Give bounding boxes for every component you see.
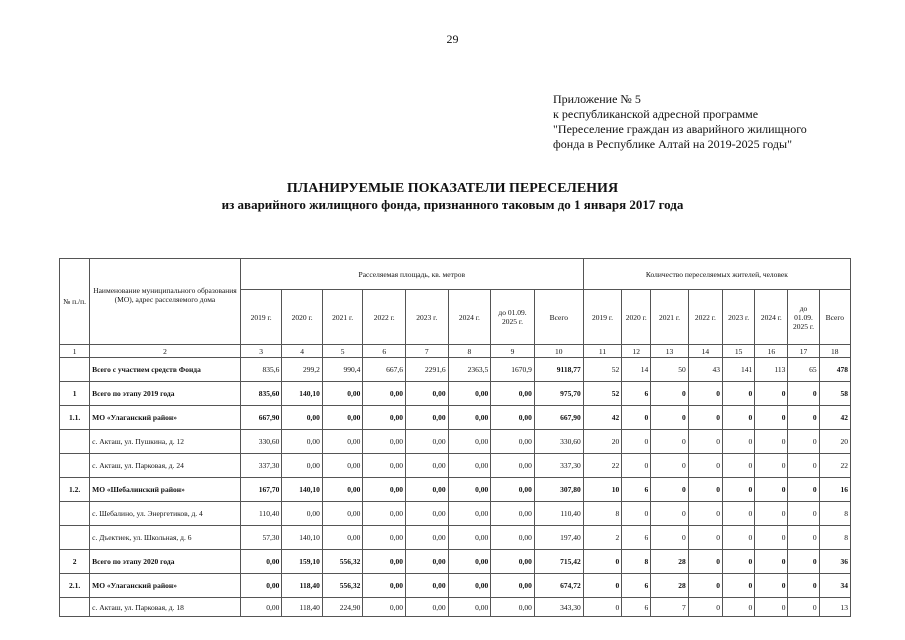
- people-cell: 0: [688, 574, 722, 598]
- column-number: 9: [491, 345, 535, 358]
- column-number: 10: [534, 345, 583, 358]
- area-cell: 0,00: [363, 550, 406, 574]
- area-cell: 556,32: [322, 574, 363, 598]
- people-cell: 65: [788, 358, 819, 382]
- people-cell: 0: [651, 502, 688, 526]
- area-cell: 0,00: [491, 550, 535, 574]
- area-cell: 990,4: [322, 358, 363, 382]
- column-number: 15: [722, 345, 754, 358]
- column-number: 17: [788, 345, 819, 358]
- people-cell: 0: [788, 574, 819, 598]
- area-cell: 0,00: [282, 454, 323, 478]
- header-area-col: 2024 г.: [448, 290, 491, 345]
- column-number: 16: [755, 345, 788, 358]
- people-cell: 0: [622, 430, 651, 454]
- area-cell: 110,40: [534, 502, 583, 526]
- area-cell: 0,00: [363, 478, 406, 502]
- column-number: 8: [448, 345, 491, 358]
- header-area-col: 2021 г.: [322, 290, 363, 345]
- area-cell: 0,00: [240, 574, 282, 598]
- people-cell: 0: [722, 550, 754, 574]
- table-row: [60, 526, 851, 550]
- people-cell: 2: [583, 526, 621, 550]
- header-people-col: 2021 г.: [651, 290, 688, 345]
- area-cell: 0,00: [448, 502, 491, 526]
- people-cell: 0: [755, 598, 788, 617]
- area-cell: 330,60: [534, 430, 583, 454]
- column-number: 14: [688, 345, 722, 358]
- people-cell: 113: [755, 358, 788, 382]
- area-cell: 0,00: [363, 574, 406, 598]
- row-name: МО «Улаганский район»: [90, 574, 241, 598]
- area-cell: 0,00: [322, 454, 363, 478]
- area-cell: 0,00: [322, 406, 363, 430]
- area-cell: 0,00: [406, 478, 449, 502]
- people-cell: 0: [688, 454, 722, 478]
- people-cell: 22: [583, 454, 621, 478]
- area-cell: 343,30: [534, 598, 583, 617]
- appendix-line: фонда в Республике Алтай на 2019-2025 годы": [553, 137, 792, 151]
- column-number: 12: [622, 345, 651, 358]
- header-people-col: 2019 г.: [583, 290, 621, 345]
- area-cell: 0,00: [448, 382, 491, 406]
- area-cell: 299,2: [282, 358, 323, 382]
- people-cell: 0: [583, 550, 621, 574]
- people-cell: 36: [819, 550, 850, 574]
- area-cell: 0,00: [491, 598, 535, 617]
- people-cell: 6: [622, 478, 651, 502]
- table-row: [60, 478, 851, 502]
- area-cell: 307,80: [534, 478, 583, 502]
- people-cell: 7: [651, 598, 688, 617]
- area-cell: 0,00: [491, 382, 535, 406]
- people-cell: 8: [583, 502, 621, 526]
- area-cell: 0,00: [406, 406, 449, 430]
- people-cell: 20: [583, 430, 621, 454]
- people-cell: 6: [622, 598, 651, 617]
- area-cell: 159,10: [282, 550, 323, 574]
- table-row: [60, 406, 851, 430]
- people-cell: 0: [788, 526, 819, 550]
- header-name: Наименование муниципального образования (МО), адрес расселяемого дома: [90, 259, 241, 345]
- table-row: [60, 502, 851, 526]
- document-title: [0, 181, 905, 213]
- table-row: [60, 358, 851, 382]
- page-number: 29: [446, 32, 459, 46]
- appendix-line: Приложение № 5: [553, 92, 641, 106]
- area-cell: 0,00: [322, 382, 363, 406]
- people-cell: 8: [819, 502, 850, 526]
- header-row-groups: [60, 259, 851, 290]
- row-name: МО «Шебалинский район»: [90, 478, 241, 502]
- people-cell: 0: [788, 478, 819, 502]
- area-cell: 0,00: [406, 430, 449, 454]
- people-cell: 0: [583, 574, 621, 598]
- title-line-1: ПЛАНИРУЕМЫЕ ПОКАЗАТЕЛИ ПЕРЕСЕЛЕНИЯ: [286, 181, 619, 196]
- people-cell: 0: [788, 406, 819, 430]
- area-cell: 197,40: [534, 526, 583, 550]
- area-cell: 9118,77: [534, 358, 583, 382]
- people-cell: 0: [788, 502, 819, 526]
- people-cell: 28: [651, 550, 688, 574]
- area-cell: 0,00: [406, 454, 449, 478]
- header-area-col: 2022 г.: [363, 290, 406, 345]
- area-cell: 0,00: [363, 526, 406, 550]
- people-cell: 0: [755, 574, 788, 598]
- people-cell: 0: [651, 406, 688, 430]
- area-cell: 0,00: [363, 502, 406, 526]
- header-people-col: 2024 г.: [755, 290, 788, 345]
- row-name: Всего с участием средств Фонда: [90, 358, 241, 382]
- area-cell: 140,10: [282, 382, 323, 406]
- people-cell: 20: [819, 430, 850, 454]
- row-number: 1: [60, 382, 90, 406]
- resettlement-table: [59, 258, 851, 617]
- area-cell: 0,00: [322, 502, 363, 526]
- row-name: с. Шебалино, ул. Энергетиков, д. 4: [90, 502, 241, 526]
- area-cell: 0,00: [448, 454, 491, 478]
- area-cell: 0,00: [406, 598, 449, 617]
- people-cell: 13: [819, 598, 850, 617]
- area-cell: 57,30: [240, 526, 282, 550]
- area-cell: 0,00: [322, 478, 363, 502]
- area-cell: 224,90: [322, 598, 363, 617]
- people-cell: 16: [819, 478, 850, 502]
- area-cell: 0,00: [406, 550, 449, 574]
- people-cell: 0: [622, 406, 651, 430]
- area-cell: 975,70: [534, 382, 583, 406]
- people-cell: 0: [722, 382, 754, 406]
- people-cell: 6: [622, 574, 651, 598]
- appendix-line: "Переселение граждан из аварийного жилищного: [553, 122, 807, 136]
- people-cell: 34: [819, 574, 850, 598]
- row-number: [60, 526, 90, 550]
- people-cell: 0: [583, 598, 621, 617]
- column-number: 7: [406, 345, 449, 358]
- people-cell: 0: [788, 550, 819, 574]
- row-number: 2: [60, 550, 90, 574]
- people-cell: 0: [688, 382, 722, 406]
- people-cell: 0: [755, 454, 788, 478]
- area-cell: 0,00: [363, 406, 406, 430]
- row-name: с. Акташ, ул. Пушкина, д. 12: [90, 430, 241, 454]
- area-cell: 0,00: [448, 406, 491, 430]
- column-number: 18: [819, 345, 850, 358]
- people-cell: 0: [788, 598, 819, 617]
- table-row: [60, 430, 851, 454]
- people-cell: 0: [651, 454, 688, 478]
- column-number: 3: [240, 345, 282, 358]
- header-area-group: Расселяемая площадь, кв. метров: [240, 259, 583, 290]
- people-cell: 52: [583, 358, 621, 382]
- people-cell: 478: [819, 358, 850, 382]
- appendix-note: [553, 92, 807, 152]
- people-cell: 0: [722, 430, 754, 454]
- people-cell: 0: [651, 382, 688, 406]
- people-cell: 0: [755, 478, 788, 502]
- people-cell: 0: [755, 382, 788, 406]
- column-number: 2: [90, 345, 241, 358]
- column-number: 13: [651, 345, 688, 358]
- area-cell: 0,00: [491, 454, 535, 478]
- table-row: [60, 598, 851, 617]
- column-number: 11: [583, 345, 621, 358]
- people-cell: 0: [755, 430, 788, 454]
- area-cell: 674,72: [534, 574, 583, 598]
- people-cell: 0: [651, 430, 688, 454]
- area-cell: 0,00: [448, 526, 491, 550]
- header-people-col: 2023 г.: [722, 290, 754, 345]
- table-row: [60, 550, 851, 574]
- people-cell: 0: [755, 526, 788, 550]
- header-area-col: 2019 г.: [240, 290, 282, 345]
- area-cell: 667,6: [363, 358, 406, 382]
- area-cell: 337,30: [240, 454, 282, 478]
- row-number: [60, 358, 90, 382]
- area-cell: 0,00: [491, 574, 535, 598]
- row-name: Всего по этапу 2020 года: [90, 550, 241, 574]
- area-cell: 715,42: [534, 550, 583, 574]
- people-cell: 141: [722, 358, 754, 382]
- column-number: 1: [60, 345, 90, 358]
- people-cell: 0: [722, 478, 754, 502]
- column-number: 4: [282, 345, 323, 358]
- area-cell: 0,00: [448, 550, 491, 574]
- people-cell: 6: [622, 526, 651, 550]
- area-cell: 0,00: [448, 598, 491, 617]
- area-cell: 0,00: [282, 502, 323, 526]
- area-cell: 0,00: [363, 382, 406, 406]
- people-cell: 0: [722, 406, 754, 430]
- header-area-col: до 01.09. 2025 г.: [491, 290, 535, 345]
- area-cell: 118,40: [282, 598, 323, 617]
- column-number-row: [60, 345, 851, 358]
- area-cell: 0,00: [406, 526, 449, 550]
- people-cell: 0: [722, 598, 754, 617]
- column-number: 5: [322, 345, 363, 358]
- area-cell: 0,00: [282, 430, 323, 454]
- people-cell: 22: [819, 454, 850, 478]
- row-number: 1.2.: [60, 478, 90, 502]
- people-cell: 43: [688, 358, 722, 382]
- people-cell: 0: [722, 454, 754, 478]
- people-cell: 0: [788, 430, 819, 454]
- area-cell: 0,00: [363, 454, 406, 478]
- row-name: МО «Улаганский район»: [90, 406, 241, 430]
- area-cell: 0,00: [448, 430, 491, 454]
- area-cell: 0,00: [491, 406, 535, 430]
- people-cell: 14: [622, 358, 651, 382]
- people-cell: 0: [688, 526, 722, 550]
- area-cell: 0,00: [363, 598, 406, 617]
- area-cell: 0,00: [282, 406, 323, 430]
- people-cell: 28: [651, 574, 688, 598]
- area-cell: 835,6: [240, 358, 282, 382]
- area-cell: 667,90: [534, 406, 583, 430]
- area-cell: 2363,5: [448, 358, 491, 382]
- header-area-col: 2020 г.: [282, 290, 323, 345]
- row-number: [60, 598, 90, 617]
- people-cell: 42: [583, 406, 621, 430]
- people-cell: 10: [583, 478, 621, 502]
- people-cell: 0: [688, 502, 722, 526]
- people-cell: 0: [722, 502, 754, 526]
- area-cell: 835,60: [240, 382, 282, 406]
- header-number: № п./п.: [60, 259, 90, 345]
- area-cell: 556,32: [322, 550, 363, 574]
- people-cell: 50: [651, 358, 688, 382]
- people-cell: 0: [688, 598, 722, 617]
- table-row: [60, 382, 851, 406]
- header-people-group: Количество переселяемых жителей, человек: [583, 259, 850, 290]
- area-cell: 140,10: [282, 478, 323, 502]
- people-cell: 0: [755, 550, 788, 574]
- row-name: с. Акташ, ул. Парковая, д. 24: [90, 454, 241, 478]
- area-cell: 0,00: [240, 598, 282, 617]
- row-number: 1.1.: [60, 406, 90, 430]
- table-row: [60, 454, 851, 478]
- area-cell: 118,40: [282, 574, 323, 598]
- people-cell: 6: [622, 382, 651, 406]
- row-name: с. Дъектиек, ул. Школьная, д. 6: [90, 526, 241, 550]
- area-cell: 0,00: [491, 526, 535, 550]
- people-cell: 0: [688, 430, 722, 454]
- header-area-col: 2023 г.: [406, 290, 449, 345]
- people-cell: 0: [788, 382, 819, 406]
- people-cell: 0: [722, 574, 754, 598]
- row-number: 2.1.: [60, 574, 90, 598]
- row-name: Всего по этапу 2019 года: [90, 382, 241, 406]
- area-cell: 2291,6: [406, 358, 449, 382]
- area-cell: 0,00: [363, 430, 406, 454]
- people-cell: 0: [688, 550, 722, 574]
- area-cell: 140,10: [282, 526, 323, 550]
- area-cell: 1670,9: [491, 358, 535, 382]
- header-people-col: 2020 г.: [622, 290, 651, 345]
- area-cell: 0,00: [491, 502, 535, 526]
- area-cell: 0,00: [448, 478, 491, 502]
- people-cell: 0: [688, 478, 722, 502]
- area-cell: 0,00: [322, 430, 363, 454]
- area-cell: 0,00: [448, 574, 491, 598]
- area-cell: 0,00: [406, 382, 449, 406]
- people-cell: 0: [688, 406, 722, 430]
- header-area-col: Всего: [534, 290, 583, 345]
- row-number: [60, 430, 90, 454]
- area-cell: 337,30: [534, 454, 583, 478]
- people-cell: 0: [651, 526, 688, 550]
- people-cell: 0: [622, 454, 651, 478]
- title-line-2: из аварийного жилищного фонда, признанного таковым до 1 января 2017 года: [221, 197, 684, 212]
- header-people-col: Всего: [819, 290, 850, 345]
- row-number: [60, 454, 90, 478]
- people-cell: 0: [755, 502, 788, 526]
- people-cell: 58: [819, 382, 850, 406]
- people-cell: 8: [622, 550, 651, 574]
- people-cell: 0: [788, 454, 819, 478]
- row-name: с. Акташ, ул. Парковая, д. 18: [90, 598, 241, 617]
- area-cell: 330,60: [240, 430, 282, 454]
- area-cell: 110,40: [240, 502, 282, 526]
- people-cell: 0: [622, 502, 651, 526]
- people-cell: 0: [651, 478, 688, 502]
- area-cell: 0,00: [491, 430, 535, 454]
- area-cell: 667,90: [240, 406, 282, 430]
- header-people-col: до 01.09. 2025 г.: [788, 290, 819, 345]
- header-people-col: 2022 г.: [688, 290, 722, 345]
- people-cell: 0: [722, 526, 754, 550]
- area-cell: 0,00: [491, 478, 535, 502]
- area-cell: 0,00: [406, 574, 449, 598]
- appendix-line: к республиканской адресной программе: [553, 107, 759, 121]
- area-cell: 167,70: [240, 478, 282, 502]
- row-number: [60, 502, 90, 526]
- column-number: 6: [363, 345, 406, 358]
- people-cell: 42: [819, 406, 850, 430]
- people-cell: 0: [755, 406, 788, 430]
- area-cell: 0,00: [240, 550, 282, 574]
- area-cell: 0,00: [406, 502, 449, 526]
- table-row: [60, 574, 851, 598]
- people-cell: 52: [583, 382, 621, 406]
- people-cell: 8: [819, 526, 850, 550]
- area-cell: 0,00: [322, 526, 363, 550]
